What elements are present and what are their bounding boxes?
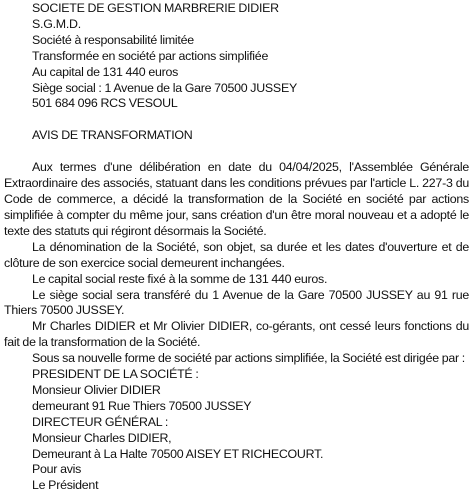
president-name: Monsieur Olivier DIDIER (32, 382, 161, 397)
president-address: demeurant 91 Rue Thiers 70500 JUSSEY (32, 398, 252, 413)
paragraph-unchanged-items: La dénomination de la Société, son objet, sa durée et les dates d'ouverture et de clôture de son exercice social demeurent inchangées. (4, 239, 469, 270)
company-rcs-number: 501 684 096 RCS VESOUL (32, 96, 178, 111)
company-registered-office: Siège social : 1 Avenue de la Gare 70500 JUSSEY (32, 80, 297, 95)
general-director-name: Monsieur Charles DIDIER, (32, 430, 172, 445)
closing-for-notice: Pour avis (32, 462, 82, 477)
president-heading: PRESIDENT DE LA SOCIÉTÉ : (32, 367, 199, 382)
company-legal-form: Société à responsabilité limitée (32, 32, 194, 47)
spacer (4, 144, 469, 160)
company-name: SOCIETE DE GESTION MARBRERIE DIDIER (32, 1, 279, 15)
paragraph-managers-end: Mr Charles DIDIER et Mr Olivier DIDIER, co-gérants, ont cessé leurs fonctions du fait de la transformation de la Société. (4, 319, 469, 350)
general-director-heading: DIRECTEUR GÉNÉRAL : (32, 414, 169, 429)
paragraph-deliberation: Aux termes d'une délibération en date du 04/04/2025, l'Assemblée Générale Extraordinaire des associés, statuant dans les conditions prévues par l'article L. 227-3 du Code de commerce, a décidé la transformation de la Société en société par actions simplifiée à compter du même jour, sans création d'un être moral nouveau et a adopté le texte des statuts qui régiront désormais la Société. (4, 160, 469, 238)
company-transformation-status: Transformée en société par actions simplifiée (32, 48, 269, 63)
directors-block (4, 367, 469, 494)
company-acronym: S.G.M.D. (32, 16, 81, 31)
company-header (4, 1, 469, 112)
paragraph-capital: Le capital social reste fixé à la somme de 131 440 euros. (32, 271, 328, 286)
general-director-address: Demeurant à La Halte 70500 AISEY ET RICHECOURT. (32, 446, 324, 461)
closing-signatory: Le Président (32, 478, 99, 493)
paragraph-new-direction: Sous sa nouvelle forme de société par actions simplifiée, la Société est dirigée par : (32, 351, 465, 366)
paragraph-registered-office-transfer: Le siège social sera transféré du 1 Avenue de la Gare 70500 JUSSEY au 91 rue Thiers 70500 JUSSEY. (4, 287, 469, 318)
company-capital: Au capital de 131 440 euros (32, 64, 179, 79)
notice-title: AVIS DE TRANSFORMATION (32, 128, 193, 143)
spacer (4, 112, 469, 128)
